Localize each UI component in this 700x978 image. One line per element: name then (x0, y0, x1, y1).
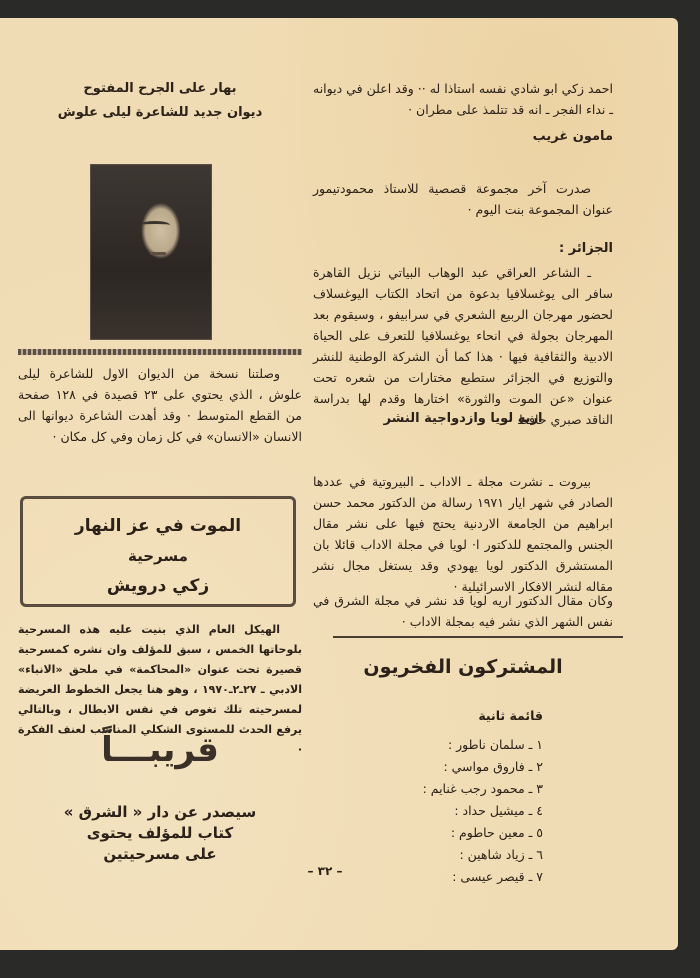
page-number: – ٣٢ – (307, 864, 343, 878)
timour-paragraph: صدرت آخر مجموعة قصصية للاستاذ محمودتيمور عنوان المجموعة بنت اليوم · (313, 181, 613, 217)
coming-soon-line: سيصدر عن دار « الشرق » (63, 803, 257, 821)
play-author: زكي درويش (106, 576, 210, 596)
play-genre: مسرحية (128, 547, 188, 565)
honorary-subscribers-subtitle: قائمة ثانية (478, 708, 543, 723)
sharq-paragraph: وكان مقال الدكتور اريه لويا قد نشر في مجلة الشرق في نفس الشهر الذي نشر فيه بمجلة الاداب · (313, 593, 613, 629)
list-item: ٦ ـ زياد شاهين : (459, 847, 543, 862)
mamoun-heading: مامون غريب (532, 129, 613, 144)
coming-soon-line: على مسرحيتين (103, 845, 217, 863)
book-subtitle: ديوان جديد للشاعرة ليلى علوش (57, 105, 263, 120)
play-paragraph: الهيكل العام الذي بنيت عليه هذه المسرحية بلوحاتها الخمس ، سبق للمؤلف وان نشره كمسرحية قصيرة تحت عنوان «المحاكمة» في ملحق «الانباء» الادبي ـ ٢٧ـ٢ـ١٩٧٠ ، وهو هنا يجعل الخطوط العريضة لمسرحيته تلك تغوص في نفس الابطال ، وبالتالي يرفع الحدث للمستوى الشكلي المناسب لعنف الفكرة · (18, 623, 302, 756)
list-item: ١ ـ سلمان ناطور : (447, 737, 543, 752)
aryeh-loya-heading: اريه لويا وازدواجية النشر (383, 411, 543, 426)
beirut-paragraph: بيروت ـ نشرت مجلة ـ الاداب ـ البيروتية في عددها الصادر في شهر ايار ١٩٧١ رسالة من الدكتور محمد حسن ابراهيم من الجامعة الاردنية يحتج فيها على نشر مقال الجنس والمجتمع للدكتور ا· لويا في مجلة الاداب قائلا بان المستشرق الدكتور لويا يهودي وقد يستغل مجال نشر مقاله لنشر الافكار الاسرائيلية · (313, 474, 613, 594)
honorary-subscribers-title: المشتركون الفخريون (363, 656, 563, 678)
algeria-paragraph: ـ الشاعر العراقي عبد الوهاب البياتي نزيل القاهرة سافر الى يوغسلافيا بدعوة من اتحاد الكتاب اليوغسلاف لحضور مهرجان الربيع الشعري في سرابيفو ، وسيقوم بعد المهرجان بجولة في انحاء يوغسلافيا للتعرف على الحياة الادبية والثقافية فيها · هذا كما أن الشركة الوطنية للنشر والتوزيع في الجزائر ستطبع مختارات من شعره تحت عنوان «عن الموت والثورة» اختارها وقدم لها بدراسة الناقد صبري حافظ · (313, 265, 613, 427)
diwan-paragraph: وصلتنا نسخة من الديوان الاول للشاعرة ليلى علوش ، الذي يحتوي على ٢٣ قصيدة في ١٢٨ صفحة من القطع المتوسط · وقد أهدت الشاعرة ديوانها الى الانسان «الانسان» في كل زمان وفي كل مكان · (18, 366, 302, 444)
list-item: ٧ ـ قيصر عيسى : (452, 869, 543, 884)
magazine-page (0, 18, 678, 950)
coming-soon-line: كتاب للمؤلف يحتوى (86, 824, 234, 842)
list-item: ٥ ـ معين حاطوم : (450, 825, 543, 840)
book-title: بهار على الجرح المفتوح (83, 81, 237, 96)
list-item: ٣ ـ محمود رجب غنايم : (422, 781, 543, 796)
poet-portrait-photo (90, 164, 212, 340)
list-item: ٢ ـ فاروق مواسي : (443, 759, 543, 774)
play-announcement-box (20, 496, 296, 607)
list-item: ٤ ـ ميشيل حداد : (454, 803, 543, 818)
photo-caption-bar (18, 349, 302, 355)
coming-soon-title: قريبـــاً (101, 730, 219, 770)
section-divider (333, 636, 623, 638)
coming-soon-text (18, 802, 302, 865)
algeria-heading: الجزائر : (559, 241, 613, 256)
portrait-eyes (140, 221, 170, 229)
intro-paragraph: احمد زكي ابو شادي نفسه استاذا له ·· وقد اعلن في ديوانه ـ نداء الفجر ـ انه قد تتلمذ على مطران · (313, 81, 613, 117)
play-title: الموت في عز النهار (74, 516, 242, 536)
portrait-mouth (150, 252, 166, 255)
